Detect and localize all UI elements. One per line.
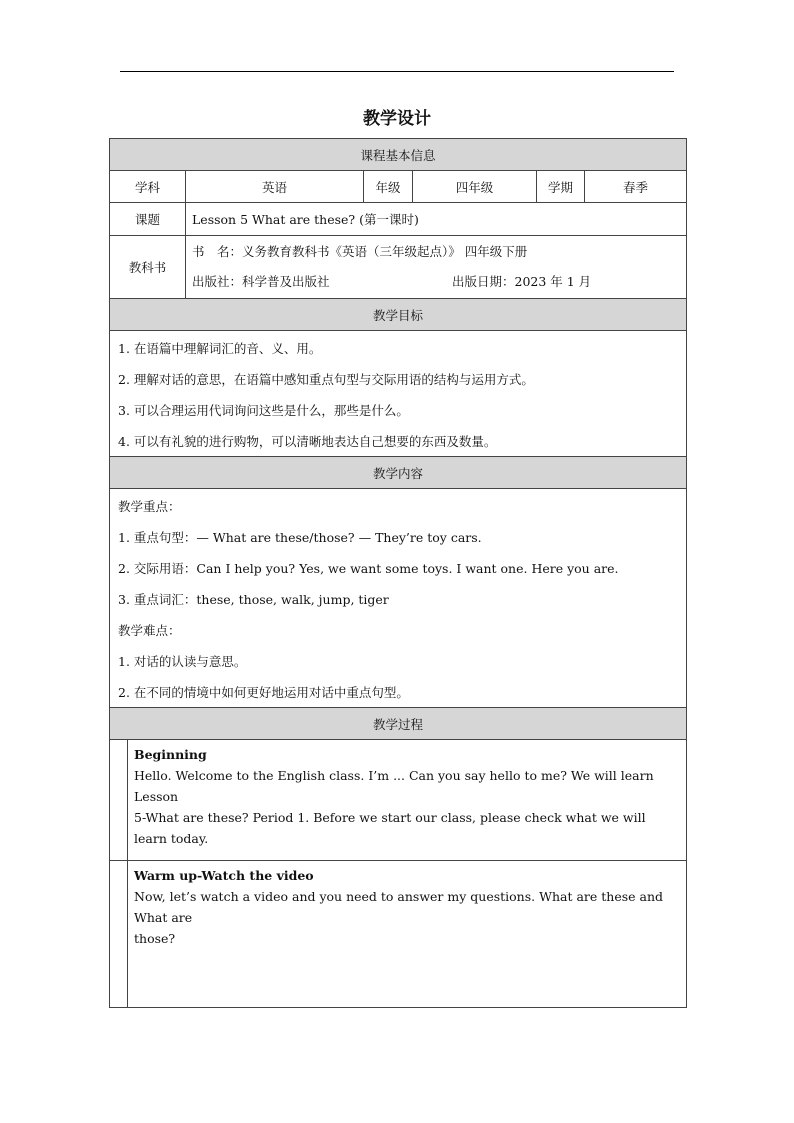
step-text-line: Hello. Welcome to the English class. I’m ... Can you say hello to me? We will learn Lesson [134, 768, 654, 804]
step-text-line: 5-What are these? Period 1. Before we start our class, please check what we will learn today. [134, 810, 646, 846]
process-step-beginning [128, 740, 686, 860]
objective-item: 1. 在语篇中理解词汇的音、义、用。 [118, 341, 322, 356]
subject-value: 英语 [186, 171, 364, 202]
topic-label: 课题 [110, 203, 186, 235]
step-text-line: those? [134, 931, 176, 946]
process-margin-cell [110, 740, 128, 860]
basic-info-header: 课程基本信息 [110, 139, 686, 170]
textbook-row [110, 236, 686, 299]
process-header: 教学过程 [110, 708, 686, 739]
subject-label: 学科 [110, 171, 186, 202]
process-margin-cell [110, 861, 128, 1007]
objectives-row [110, 331, 686, 457]
process-step-row [110, 861, 686, 1007]
key-point-item: 2. 交际用语：Can I help you? Yes, we want some toys. I want one. Here you are. [118, 561, 619, 576]
grade-label: 年级 [364, 171, 413, 202]
book-name: 书 名：义务教育教科书《英语（三年级起点）》 四年级下册 [192, 244, 528, 259]
content-header: 教学内容 [110, 457, 686, 488]
content-row [110, 489, 686, 708]
step-text-line: Now, let’s watch a video and you need to answer my questions. What are these and What are [134, 889, 664, 925]
content-header-row [110, 457, 686, 489]
objective-item: 4. 可以有礼貌的进行购物，可以清晰地表达自己想要的东西及数量。 [118, 434, 497, 449]
textbook-label: 教科书 [110, 236, 186, 298]
key-point-item: 3. 重点词汇：these, those, walk, jump, tiger [118, 592, 389, 607]
process-step-row [110, 740, 686, 861]
objectives-header-row [110, 299, 686, 331]
publisher: 出版社：科学普及出版社 [192, 274, 330, 289]
step-title: Beginning [134, 747, 207, 762]
difficult-point-item: 1. 对话的认读与意思。 [118, 654, 247, 669]
key-points-label: 教学重点： [118, 499, 181, 514]
term-value: 春季 [622, 179, 648, 195]
process-header-row [110, 708, 686, 740]
objectives-list [110, 333, 686, 457]
textbook-info [186, 236, 686, 298]
publish-date: 出版日期：2023 年 1 月 [452, 274, 592, 289]
topic-row [110, 203, 686, 236]
grade-value: 四年级 [413, 171, 537, 202]
step-title: Warm up-Watch the video [134, 868, 314, 883]
publisher-line [192, 267, 591, 297]
objective-item: 3. 可以合理运用代词询问这些是什么，那些是什么。 [118, 403, 409, 418]
difficult-points-label: 教学难点： [118, 623, 181, 638]
content-list [110, 491, 686, 708]
objectives-header: 教学目标 [110, 299, 686, 330]
objective-item: 2. 理解对话的意思，在语篇中感知重点句型与交际用语的结构与运用方式。 [118, 372, 534, 387]
process-step-warm-up [128, 861, 686, 1007]
header-rule [120, 71, 674, 72]
lesson-plan-table [109, 138, 687, 1008]
term-label: 学期 [537, 171, 585, 202]
topic-value: Lesson 5 What are these? (第一课时) [192, 212, 419, 227]
document-title: 教学设计 [363, 109, 431, 129]
key-point-item: 1. 重点句型：— What are these/those? — They’re toy cars. [118, 530, 482, 545]
basic-info-header-row [110, 139, 686, 171]
difficult-point-item: 2. 在不同的情境中如何更好地运用对话中重点句型。 [118, 685, 409, 700]
subject-grade-term-row [110, 171, 686, 203]
